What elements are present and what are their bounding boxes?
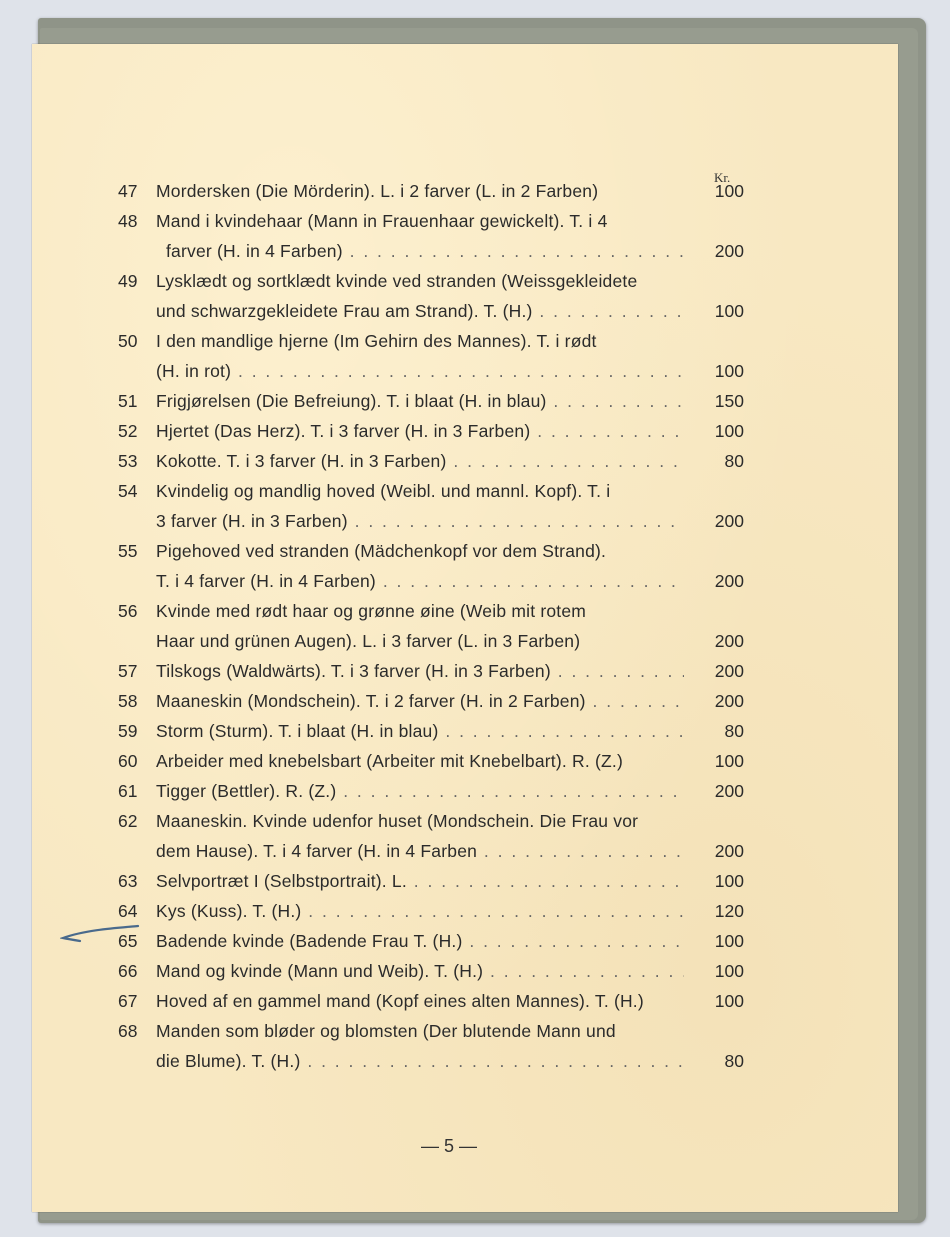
entry-title: die Blume). T. (H.) . . . — [156, 1046, 684, 1076]
entry-price: 100 — [714, 871, 744, 891]
entry-title: Tilskogs (Waldwärts). T. i 3 farver (H. in 3 Farben) . . . — [156, 656, 684, 686]
entry-line — [118, 596, 748, 626]
entry-number — [118, 836, 156, 866]
entry-price: 80 — [724, 1051, 744, 1071]
entry-number: 52 — [118, 421, 138, 441]
entry-title: T. i 4 farver (H. in 4 Farben) . . . — [156, 566, 684, 596]
entry-price — [684, 806, 748, 836]
entry-title: Selvportræt I (Selbstportrait). L. . . . — [156, 866, 684, 896]
entry-line — [118, 806, 748, 836]
entry-line — [118, 536, 748, 566]
entry-title: Hjertet (Das Herz). T. i 3 farver (H. in 3 Farben) . . . — [156, 416, 684, 446]
entry-price: 150 — [714, 391, 744, 411]
entry-number: 63 — [118, 871, 138, 891]
entry-number: 58 — [118, 691, 138, 711]
entry-line — [118, 266, 748, 296]
entry-number: 66 — [118, 961, 138, 981]
entry-title: I den mandlige hjerne (Im Gehirn des Mannes). T. i rødt — [156, 331, 597, 351]
entry-price: 100 — [714, 931, 744, 951]
entry-number: 47 — [118, 181, 138, 201]
entry-title: Manden som bløder og blomsten (Der blutende Mann und — [156, 1021, 616, 1041]
entry-number: 56 — [118, 601, 138, 621]
entry-number: 55 — [118, 541, 138, 561]
catalog-entry — [118, 326, 748, 386]
entry-price: 200 — [714, 661, 744, 681]
entry-number: 64 — [118, 901, 138, 921]
entry-number: 61 — [118, 781, 138, 801]
catalog-entry — [118, 776, 748, 806]
entry-title: Pigehoved ved stranden (Mädchenkopf vor dem Strand). — [156, 541, 607, 561]
entry-line — [118, 176, 748, 206]
entry-title: Frigjørelsen (Die Befreiung). T. i blaat (H. in blau) . . . — [156, 386, 684, 416]
entry-price — [684, 596, 748, 626]
entry-price: 100 — [714, 961, 744, 981]
entry-line — [118, 296, 748, 326]
entry-title: Storm (Sturm). T. i blaat (H. in blau) . . . — [156, 716, 684, 746]
entry-title: Haar und grünen Augen). L. i 3 farver (L. in 3 Farben) — [156, 631, 581, 651]
entry-price: 200 — [714, 631, 744, 651]
entry-number: 65 — [118, 931, 138, 951]
entry-number: 53 — [118, 451, 138, 471]
entry-line — [118, 686, 748, 716]
entry-number — [118, 506, 156, 536]
entry-title: farver (H. in 4 Farben) . . . — [156, 236, 684, 266]
entry-line — [118, 356, 748, 386]
catalog-entry — [118, 866, 748, 896]
entry-title: Mand i kvindehaar (Mann in Frauenhaar gewickelt). T. i 4 — [156, 211, 608, 231]
entry-number: 57 — [118, 661, 138, 681]
entry-price: 100 — [714, 181, 744, 201]
entry-title: Maaneskin. Kvinde udenfor huset (Mondschein. Die Frau vor — [156, 811, 639, 831]
entry-price: 100 — [714, 421, 744, 441]
entry-price — [684, 206, 748, 236]
entry-line — [118, 416, 748, 446]
entry-number — [118, 566, 156, 596]
entry-title: dem Hause). T. i 4 farver (H. in 4 Farben . . . — [156, 836, 684, 866]
entry-title: Mordersken (Die Mörderin). L. i 2 farver (L. in 2 Farben) — [156, 181, 599, 201]
page-number: — 5 — — [420, 1136, 477, 1156]
entry-number: 62 — [118, 811, 138, 831]
entry-line — [118, 206, 748, 236]
catalog-entry — [118, 1016, 748, 1076]
entry-price: 120 — [714, 901, 744, 921]
catalog-entry — [118, 416, 748, 446]
catalog-page — [32, 44, 898, 1212]
entry-number: 49 — [118, 271, 138, 291]
entry-price: 200 — [714, 571, 744, 591]
entry-line — [118, 626, 748, 656]
catalog-entry — [118, 686, 748, 716]
entry-title: Tigger (Bettler). R. (Z.) . . . — [156, 776, 684, 806]
entry-title: Kys (Kuss). T. (H.) . . . — [156, 896, 684, 926]
entry-price: 100 — [714, 361, 744, 381]
entry-price: 200 — [714, 691, 744, 711]
entry-line — [118, 716, 748, 746]
catalog-entries — [118, 176, 748, 1076]
catalog-entry — [118, 656, 748, 686]
entry-title: Kvinde med rødt haar og grønne øine (Weib mit rotem — [156, 601, 587, 621]
entry-number — [118, 236, 156, 266]
catalog-entry — [118, 386, 748, 416]
entry-number: 48 — [118, 211, 138, 231]
entry-number: 68 — [118, 1021, 138, 1041]
entry-price: 200 — [714, 241, 744, 261]
entry-number — [118, 356, 156, 386]
entry-line — [118, 1046, 748, 1076]
catalog-entry — [118, 896, 748, 926]
entry-price: 100 — [714, 751, 744, 771]
entry-line — [118, 326, 748, 356]
entry-line — [118, 236, 748, 266]
entry-title: 3 farver (H. in 3 Farben) . . . — [156, 506, 684, 536]
entry-line — [118, 566, 748, 596]
catalog-entry — [118, 956, 748, 986]
catalog-entry — [118, 206, 748, 266]
entry-title: Kokotte. T. i 3 farver (H. in 3 Farben) . . . — [156, 446, 684, 476]
entry-line — [118, 956, 748, 986]
catalog-entry — [118, 986, 748, 1016]
catalog-entry — [118, 806, 748, 866]
entry-title: Kvindelig og mandlig hoved (Weibl. und mannl. Kopf). T. i — [156, 481, 611, 501]
entry-line — [118, 386, 748, 416]
entry-line — [118, 1016, 748, 1046]
entry-price — [684, 326, 748, 356]
entry-price: 100 — [714, 301, 744, 321]
currency-column-header: Kr. — [714, 170, 731, 185]
entry-line — [118, 446, 748, 476]
entry-number — [118, 296, 156, 326]
catalog-entry — [118, 926, 748, 956]
catalog-entry — [118, 746, 748, 776]
entry-line — [118, 896, 748, 926]
entry-price — [684, 1016, 748, 1046]
entry-title: und schwarzgekleidete Frau am Strand). T. (H.) . . . — [156, 296, 684, 326]
pen-mark-annotation — [60, 922, 140, 946]
entry-title: Maaneskin (Mondschein). T. i 2 farver (H. in 2 Farben) . . . — [156, 686, 684, 716]
entry-title: Badende kvinde (Badende Frau T. (H.) . . . — [156, 926, 684, 956]
entry-number: 60 — [118, 751, 138, 771]
entry-number: 51 — [118, 391, 138, 411]
entry-title: Lysklædt og sortklædt kvinde ved stranden (Weissgekleidete — [156, 271, 638, 291]
entry-price: 200 — [714, 511, 744, 531]
entry-title: Arbeider med knebelsbart (Arbeiter mit Knebelbart). R. (Z.) — [156, 751, 623, 771]
catalog-entry — [118, 446, 748, 476]
entry-number: 54 — [118, 481, 138, 501]
entry-number — [118, 626, 156, 656]
entry-number: 67 — [118, 991, 138, 1011]
entry-line — [118, 836, 748, 866]
entry-line — [118, 866, 748, 896]
catalog-entry — [118, 176, 748, 206]
entry-price: 80 — [724, 721, 744, 741]
entry-number: 59 — [118, 721, 138, 741]
catalog-entry — [118, 536, 748, 596]
entry-number — [118, 1046, 156, 1076]
entry-price — [684, 266, 748, 296]
entry-price: 200 — [714, 781, 744, 801]
entry-title: Hoved af en gammel mand (Kopf eines alten Mannes). T. (H.) — [156, 991, 644, 1011]
catalog-entry — [118, 266, 748, 326]
entry-line — [118, 926, 748, 956]
catalog-entry — [118, 596, 748, 656]
entry-title: (H. in rot) . . . — [156, 356, 684, 386]
catalog-entry — [118, 476, 748, 536]
entry-price: 100 — [714, 991, 744, 1011]
entry-price: 200 — [714, 841, 744, 861]
entry-line — [118, 476, 748, 506]
entry-line — [118, 986, 748, 1016]
entry-price — [684, 536, 748, 566]
entry-line — [118, 746, 748, 776]
entry-line — [118, 776, 748, 806]
entry-price: 80 — [724, 451, 744, 471]
entry-price — [684, 476, 748, 506]
entry-number: 50 — [118, 331, 138, 351]
entry-title: Mand og kvinde (Mann und Weib). T. (H.) . . . — [156, 956, 684, 986]
catalog-entry — [118, 716, 748, 746]
entry-line — [118, 656, 748, 686]
entry-line — [118, 506, 748, 536]
